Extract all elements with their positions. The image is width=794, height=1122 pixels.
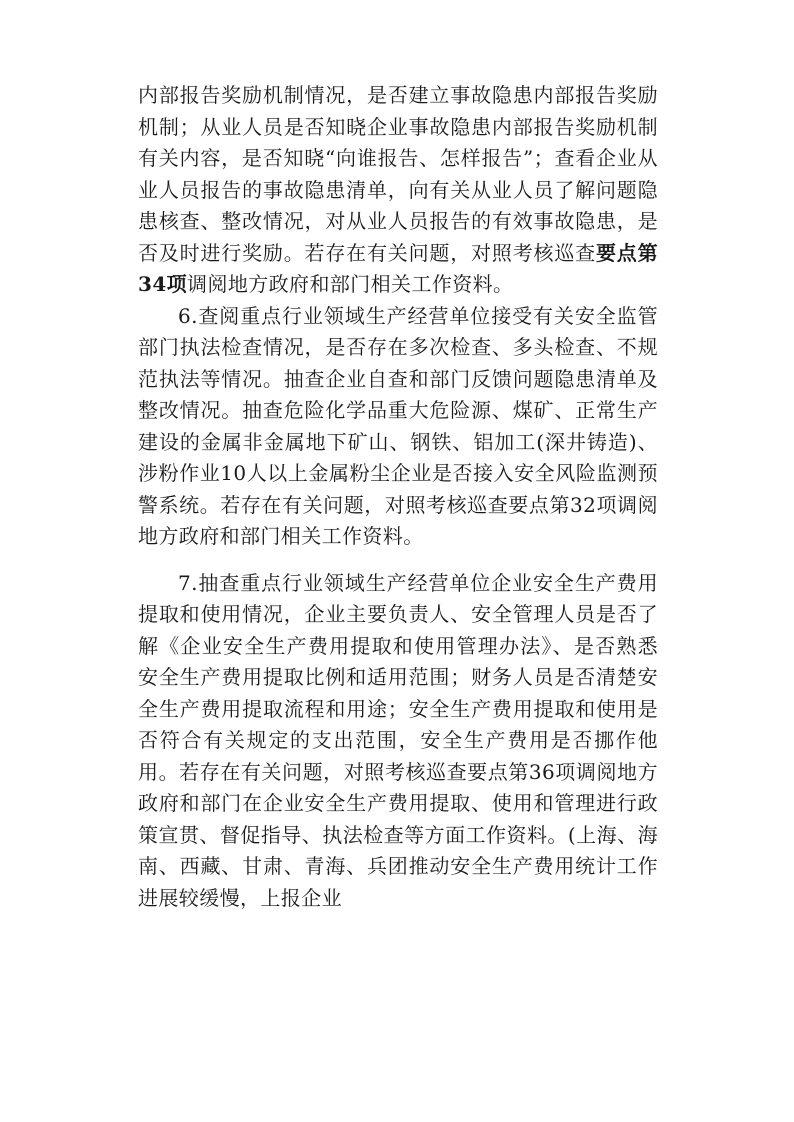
text-segment: 7.抽查重点行业领域生产经营单位企业安全生产费用提取和使用情况，企业主要负责人、安全管理人员是否了解《企业安全生产费用提取和使用管理办法》、是否熟悉安全生产费用提取比例和适用范围；财务人员是否清楚安全生产费用提取流程和用途；安全生产费用提取和使用是否符合有关规定的支出范围，安全生产费用是否挪作他用。若存在有关问题，对照考核巡查要点第36项调阅地方政府和部门在企业安全生产费用提取、使用和管理进行政策宣贯、督促指导、执法检查等方面工作资料。(上海、海南、西藏、甘肃、青海、兵团推动安全生产费用统计工作进展较缓慢，上报企业	[138, 570, 658, 910]
text-segment: 6.查阅重点行业领域生产经营单位接受有关安全监管部门执法检查情况，是否存在多次检查、多头检查、不规范执法等情况。抽查企业自查和部门反馈问题隐患清单及整改情况。抽查危险化学品重大危险源、煤矿、正常生产建设的金属非金属地下矿山、钢铁、铝加工(深井铸造)、涉粉作业10人以上金属粉尘企业是否接入安全风险监测预警系统。若存在有关问题，对照考核巡查要点第32项调阅地方政府和部门相关工作资料。	[138, 303, 658, 548]
document-page	[138, 80, 658, 914]
text-segment: 内部报告奖励机制情况，是否建立事故隐患内部报告奖励机制；从业人员是否知晓企业事故隐患内部报告奖励机制有关内容，是否知晓“向谁报告、怎样报告”；查看企业从业人员报告的事故隐患清单，向有关从业人员了解问题隐患核查、整改情况，对从业人员报告的有效事故隐患，是否及时进行奖励。若存在有关问题，对照考核巡查	[138, 83, 658, 265]
paragraph-item-7	[138, 568, 658, 915]
paragraph-item-6	[138, 301, 658, 553]
paragraph-item-5-continuation	[138, 80, 658, 301]
bold-reference: 要点第34项	[138, 240, 658, 296]
text-segment: 调阅地方政府和部门相关工作资料。	[187, 272, 514, 296]
